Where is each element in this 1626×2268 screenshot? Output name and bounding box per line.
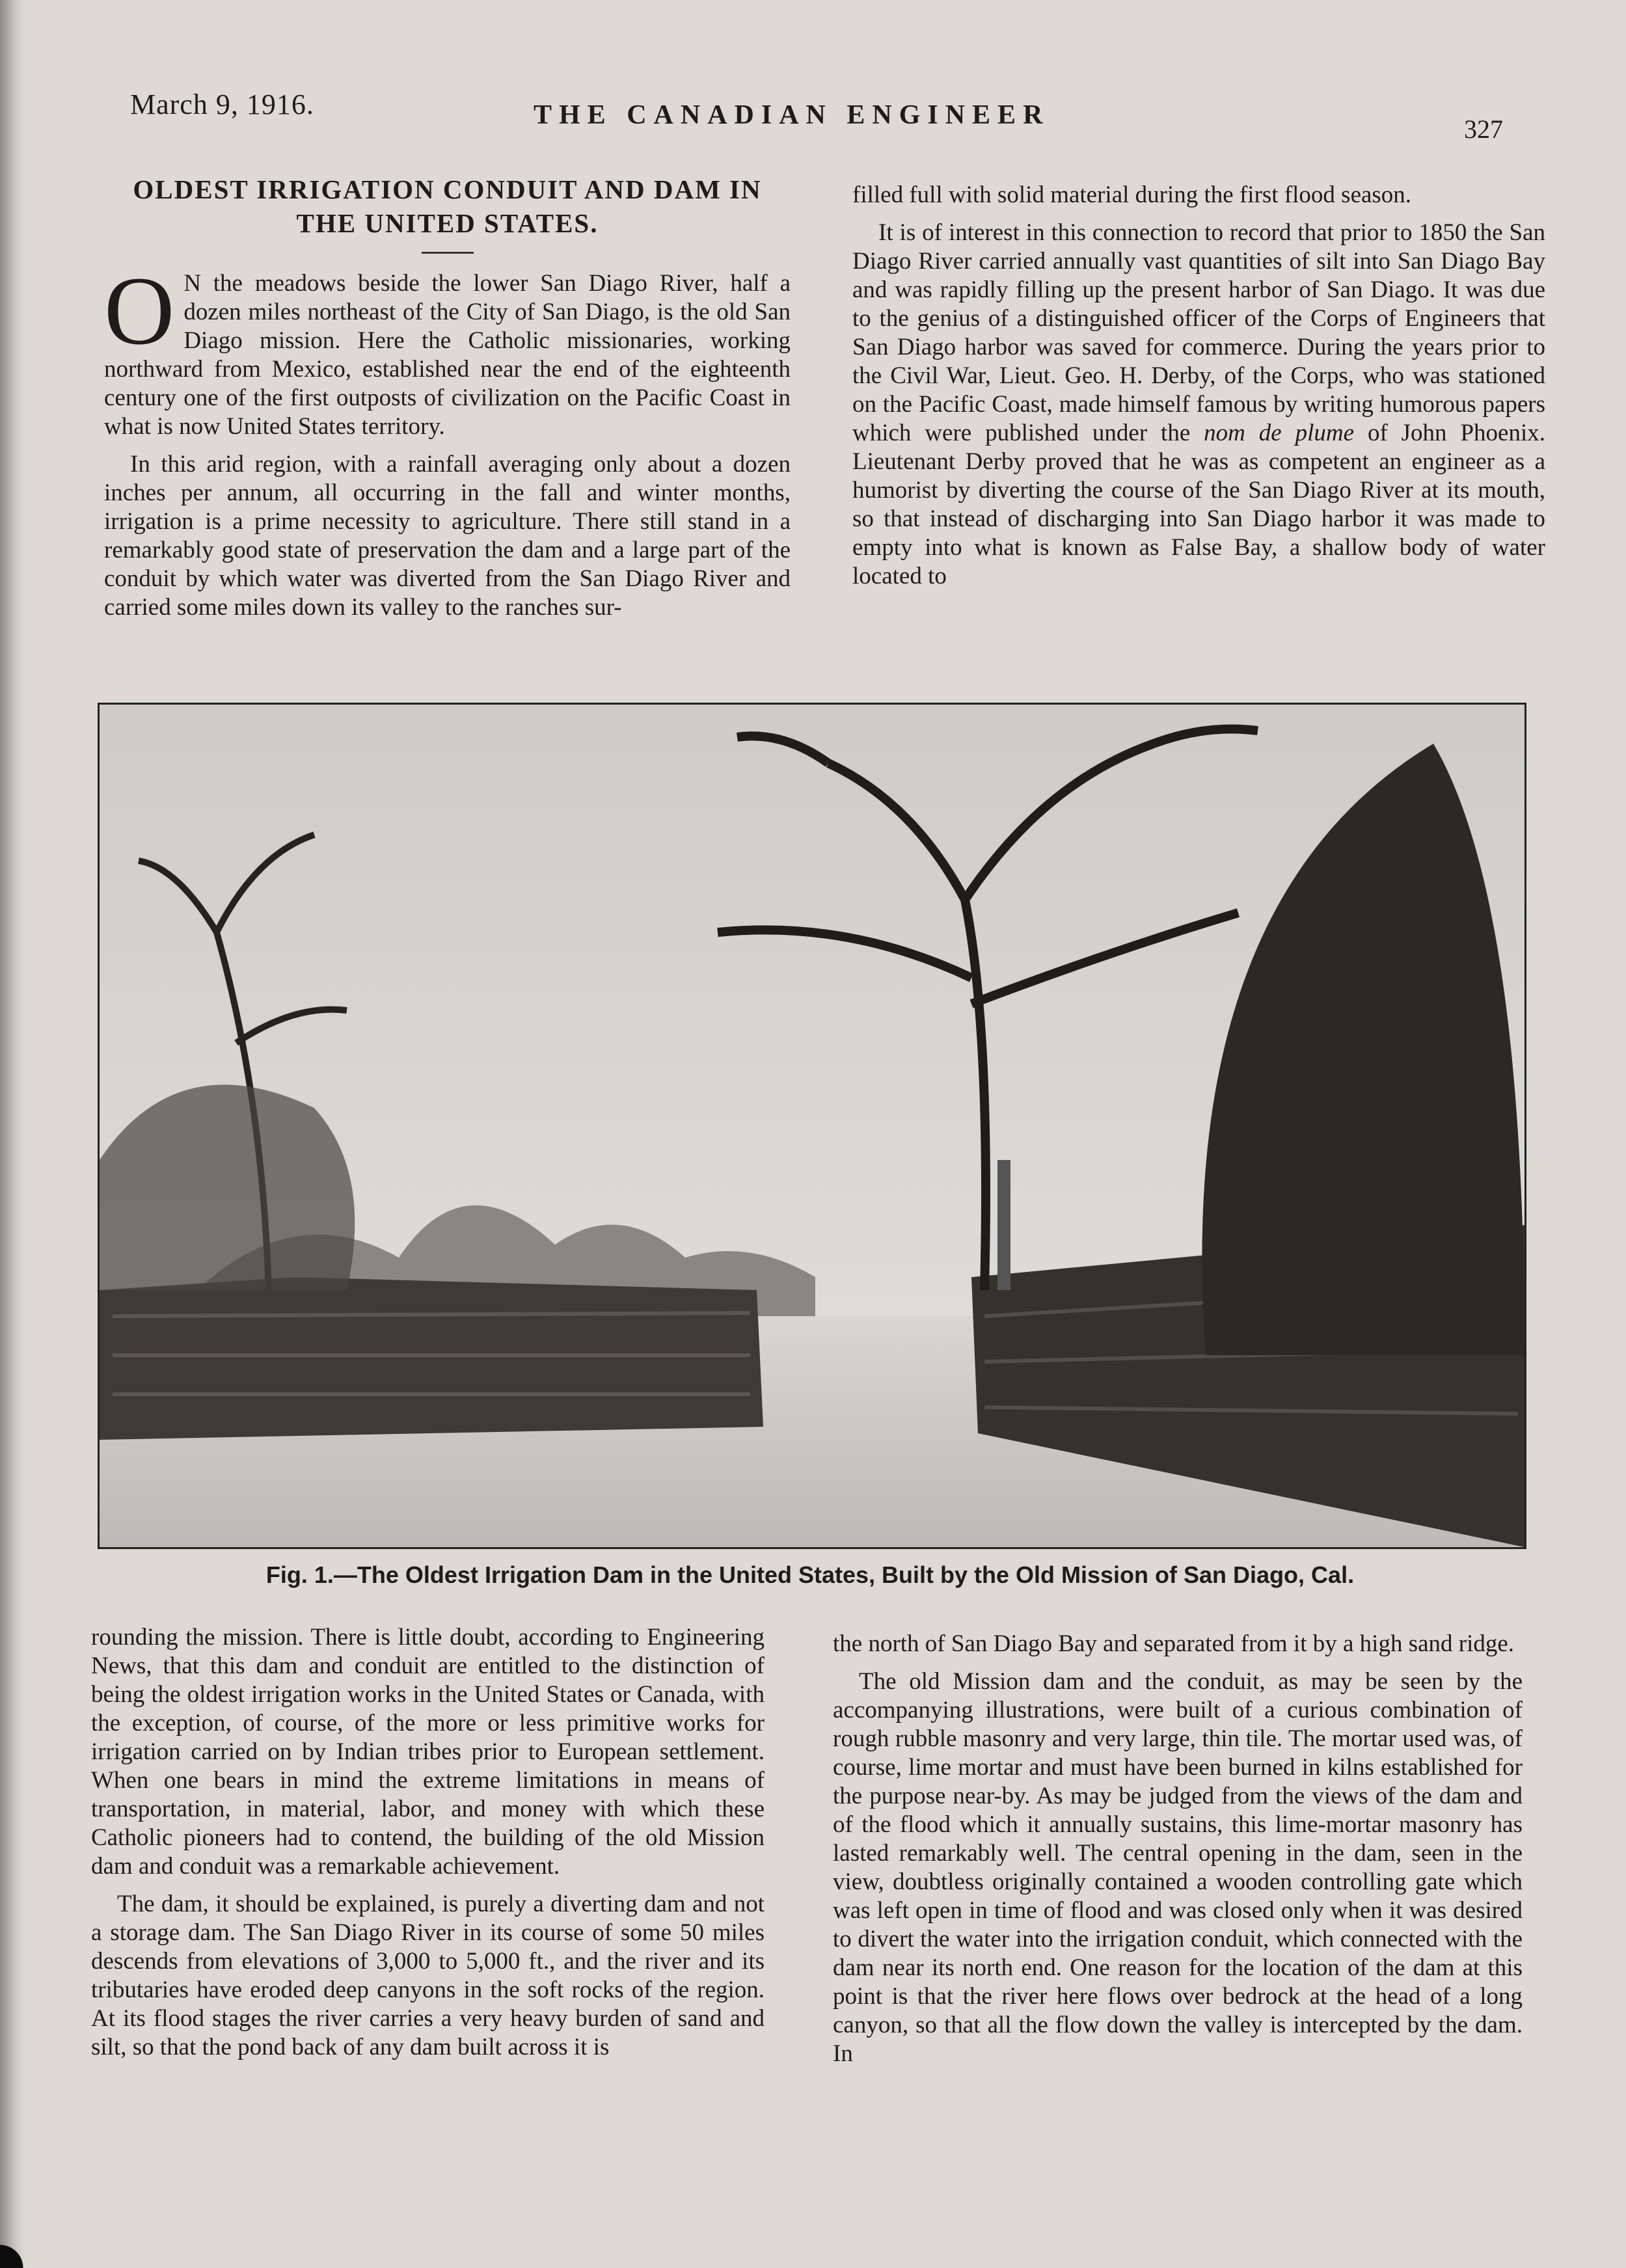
running-header (130, 88, 1503, 144)
figure-dam-photograph (98, 703, 1526, 1549)
figure-caption: Fig. 1.—The Oldest Irrigation Dam in the United States, Built by the Old Mission of San Diago, Cal. (265, 1561, 1355, 1588)
paragraph-4-italic: nom de plume (1204, 420, 1355, 446)
journal-title: THE CANADIAN ENGINEER (534, 100, 1050, 130)
paragraph-5: rounding the mission. There is little doubt, according to Engineering News, that this dam and conduit are entitled to the distinction of being the oldest irrigation works in the United States or Canada, with the exception, of course, of the more or less primitive works for irrigation carried on by Indian tribes prior to European settlement. When one bears in mind the extreme limitations in means of transportation, in material, labor, and money with which these Catholic pioneers had to contend, the building of the old Mission dam and conduit was a remarkable achievement. (91, 1624, 765, 1880)
paragraph-4 (852, 219, 1545, 591)
dam-photo-illustration (100, 705, 1524, 1547)
drop-cap: O (104, 257, 175, 365)
column-top-left (104, 172, 791, 631)
column-top-right (852, 181, 1545, 600)
header-date: March 9, 1916. (130, 88, 314, 120)
column-bottom-right (833, 1630, 1523, 2077)
title-rule (422, 252, 474, 254)
column-bottom-left (91, 1623, 765, 2071)
article-title-line-2: THE UNITED STATES. (296, 208, 599, 238)
page-binding-edge (0, 0, 25, 2268)
article-title-line-1: OLDEST IRRIGATION CONDUIT AND DAM IN (133, 174, 762, 204)
paragraph-1 (104, 257, 791, 441)
paragraph-3: filled full with solid material during the first flood season. (852, 182, 1412, 208)
page-number: 327 (1464, 115, 1503, 144)
paragraph-8: The old Mission dam and the conduit, as may be seen by the accompanying illustrations, were built of a curious combination of rough rubble masonry and very large, thin tile. The mortar used was, of course, lime mortar and must have been burned in kilns established for the purpose near-by. As may be judged from the views of the dam and of the flood which it annually sustains, this lime-mortar masonry has lasted remarkably well. The central opening in the dam, seen in the view, doubtless originally contained a wooden controlling gate which was left open in time of flood and was closed only when it was desired to divert the water into the irrigation conduit, which connected with the dam near its north end. One reason for the location of the dam at this point is that the river here flows over bedrock at the head of a long canyon, so that all the flow down the valley is intercepted by the dam. In (833, 1668, 1523, 2067)
paragraph-7: the north of San Diago Bay and separated from it by a high sand ridge. (833, 1630, 1515, 1657)
paragraph-4-end: of John Phoenix. Lieutenant Derby proved that he was as competent an engineer as a humorist by diverting the course of the San Diago River at its mouth, so that instead of discharging into San Diago harbor it was made to empty into what is known as False Bay, a shallow body of water located to (852, 420, 1545, 589)
paragraph-6: The dam, it should be explained, is purely a diverting dam and not a storage dam. The San Diago River in its course of some 50 miles descends from elevations of 3,000 to 5,000 ft., and the river and its tributaries have eroded deep canyons in the soft rocks of the region. At its flood stages the river carries a very heavy burden of sand and silt, so that the pond back of any dam built across it is (91, 1891, 765, 2060)
page-corner-shadow (0, 2222, 46, 2268)
paragraph-2: In this arid region, with a rainfall averaging only about a dozen inches per annum, all occurring in the fall and winter months, irrigation is a prime necessity to agriculture. There still stand in a remarkably good state of preservation the dam and a large part of the conduit by which water was diverted from the San Diago River and carried some miles down its valley to the ranches sur- (104, 451, 791, 621)
paragraph-4-text: It is of interest in this connection to record that prior to 1850 the San Diago River carried annually vast quantities of silt into San Diago Bay and was rapidly filling up the present harbor of San Diago. It was due to the genius of a distinguished officer of the Corps of Engineers that San Diago harbor was saved for commerce. During the years prior to the Civil War, Lieut. Geo. H. Derby, of the Corps, who was stationed on the Pacific Coast, made himself famous by writing humorous papers which were published under the (852, 219, 1545, 446)
paragraph-1-text: N the meadows beside the lower San Diago River, half a dozen miles northeast of the City of San Diago, is the old San Diago mission. Here the Catholic missionaries, working northward from Mexico, established near the end of the eighteenth century one of the first outposts of civilization on the Pacific Coast in what is now United States territory. (104, 270, 791, 440)
article-title (104, 172, 791, 240)
